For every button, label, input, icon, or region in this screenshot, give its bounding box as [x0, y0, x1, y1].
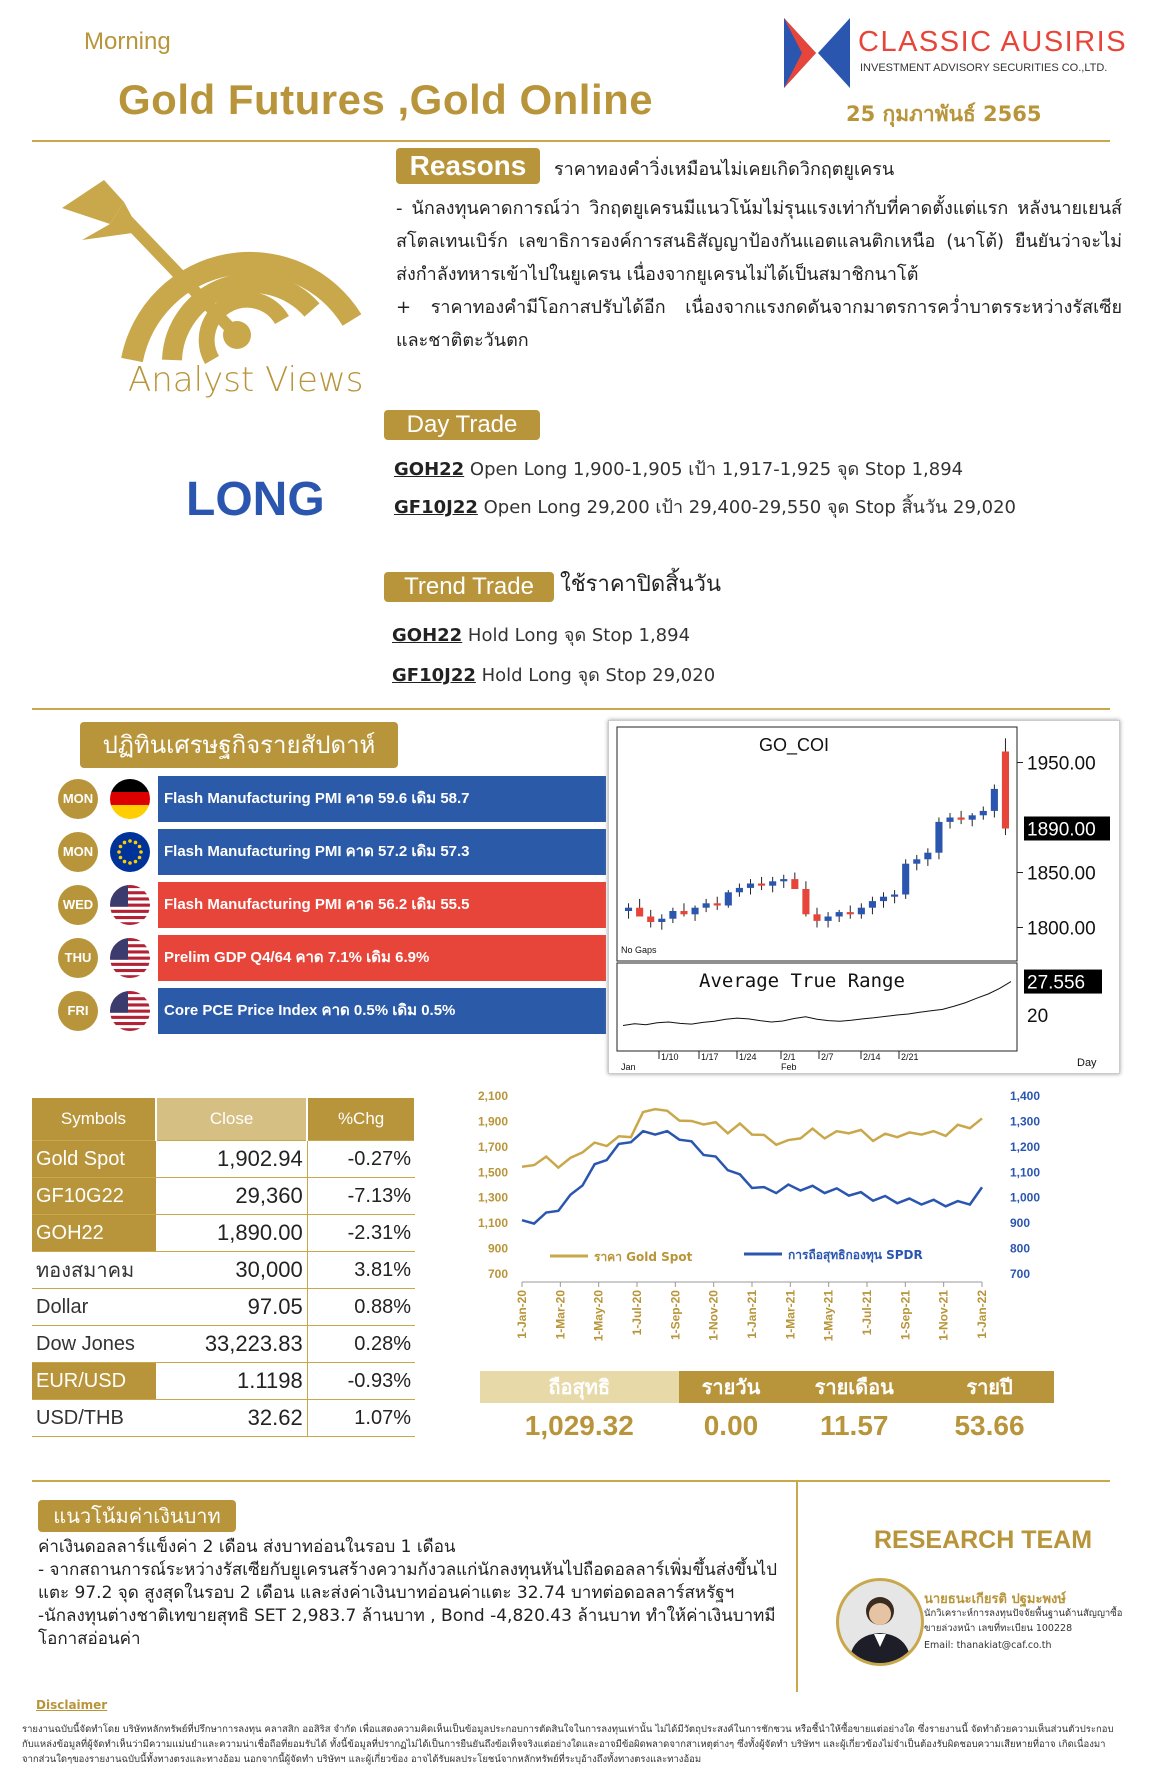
candle-body	[747, 884, 754, 888]
date-tick-label: 1/24	[739, 1052, 757, 1062]
legend-spdr-label: การถือสุทธิกองทุน SPDR	[788, 1248, 923, 1262]
candle-body	[736, 888, 743, 892]
x-tick-label: 1-Mar-20	[553, 1290, 568, 1340]
germany-flag-icon	[110, 779, 150, 819]
x-tick-label: 1-Jan-22	[975, 1290, 989, 1339]
spdr-header-monthly: รายเดือน	[783, 1371, 925, 1403]
date-tick-label: 2/14	[863, 1052, 881, 1062]
spdr-y-tick-label: 900	[1010, 1216, 1031, 1231]
candle-body	[758, 884, 765, 886]
spdr-y-tick-label: 700	[1010, 1267, 1031, 1281]
price-y-tick-label: 1850.00	[1027, 863, 1096, 885]
quotes-row	[32, 1141, 415, 1178]
quote-change: -2.31%	[307, 1215, 415, 1252]
quote-symbol: USD/THB	[32, 1400, 156, 1437]
date-tick-label: 2/1	[783, 1052, 796, 1062]
gold-y-tick-label: 1,900	[477, 1114, 508, 1129]
calendar-day-badge: FRI	[58, 991, 98, 1031]
gold-y-tick-label: 700	[487, 1267, 508, 1281]
session-label: Morning	[84, 28, 171, 55]
x-tick-label: 1-Mar-21	[783, 1290, 798, 1340]
research-divider	[796, 1482, 798, 1692]
calendar-event-row	[58, 935, 606, 981]
candle-body	[958, 818, 965, 820]
person-icon	[839, 1581, 921, 1663]
quote-close: 1,890.00	[156, 1215, 307, 1252]
quotes-row	[32, 1289, 415, 1326]
quote-close: 33,223.83	[156, 1326, 307, 1363]
trend-trade-note: ใช้ราคาปิดสิ้นวัน	[560, 572, 722, 597]
trend-trade-text-2: Hold Long จุด Stop 29,020	[475, 665, 716, 686]
candle-body	[625, 908, 632, 911]
quote-close: 30,000	[156, 1252, 307, 1289]
baht-line-3: -นักลงทุนต่างชาติเทขายสุทธิ SET 2,983.7 ล้านบาท , Bond -4,820.43 ล้านบาท ทำให้ค่าเงินบาทมีโอกาสอ่อนค่า	[38, 1606, 776, 1649]
research-team-title: RESEARCH TEAM	[874, 1526, 1093, 1554]
spdr-y-tick-label: 1,000	[1010, 1190, 1040, 1205]
candle-body	[924, 853, 931, 860]
page-title: Gold Futures ,Gold Online	[118, 76, 654, 123]
analyst-name: นายธนะเกียรติ ปฐมะพงษ์	[924, 1592, 1066, 1607]
candle-body	[880, 897, 887, 901]
gold-y-tick-label: 1,100	[477, 1216, 508, 1231]
date-tick-label: 2/7	[821, 1052, 834, 1062]
baht-line-1: ค่าเงินดอลลาร์แข็งค่า 2 เดือน ส่งบาทอ่อนในรอบ 1 เดือน	[38, 1537, 456, 1557]
trend-trade-line-1	[392, 620, 690, 649]
calendar-day-badge: WED	[58, 885, 98, 925]
quote-symbol: GF10G22	[32, 1178, 156, 1215]
candle-body	[658, 919, 665, 922]
x-tick-label: 1-Nov-21	[936, 1290, 951, 1341]
quotes-table	[32, 1098, 416, 1437]
atr-title: Average True Range	[699, 970, 905, 992]
quote-change: 0.28%	[307, 1326, 415, 1363]
reasons-tag: Reasons	[396, 148, 540, 184]
spdr-y-tick-label: 800	[1010, 1241, 1031, 1256]
candle-body	[980, 811, 987, 815]
quote-symbol: Dow Jones	[32, 1326, 156, 1363]
trend-trade-symbol-2: GF10J22	[392, 665, 476, 686]
candle-body	[1002, 752, 1009, 829]
quote-change: 3.81%	[307, 1252, 415, 1289]
price-y-tick-label: 1950.00	[1027, 753, 1096, 775]
quote-symbol: EUR/USD	[32, 1363, 156, 1400]
calendar-event-text: Flash Manufacturing PMI คาด 57.2 เดิม 57.3	[158, 829, 606, 875]
quote-symbol: ทองสมาคม	[32, 1252, 156, 1289]
candle-body	[935, 822, 942, 853]
candle-body	[991, 789, 998, 811]
candle-body	[714, 903, 721, 905]
reasons-headline: ราคาทองคำวิ่งเหมือนไม่เคยเกิดวิกฤตยูเครน	[554, 159, 895, 180]
spdr-daily-value: 0.00	[703, 1410, 759, 1441]
series-line	[522, 1109, 982, 1167]
day-trade-text-1: Open Long 1,900-1,905 เป้า 1,917-1,925 จุด Stop 1,894	[464, 459, 964, 480]
lower-divider	[32, 1480, 1110, 1482]
baht-outlook-tag: แนวโน้มค่าเงินบาท	[38, 1500, 236, 1532]
quotes-row	[32, 1400, 415, 1437]
quote-close: 29,360	[156, 1178, 307, 1215]
calendar-event-row	[58, 829, 606, 875]
spdr-y-tick-label: 1,400	[1010, 1089, 1040, 1103]
quote-close: 32.62	[156, 1400, 307, 1437]
quotes-row	[32, 1252, 415, 1289]
spdr-header-daily: รายวัน	[679, 1371, 784, 1403]
candle-body	[813, 914, 820, 921]
candle-body	[669, 911, 676, 919]
calendar-day-badge: MON	[58, 832, 98, 872]
x-tick-label: 1-May-20	[591, 1290, 606, 1342]
price-y-tick-label: 1800.00	[1027, 918, 1096, 940]
disclaimer-text: รายงานฉบับนี้จัดทำโดย บริษัทหลักทรัพย์ที่ปรึกษาการลงทุน คลาสสิก ออสิริส จำกัด เพื่อแสดงความคิดเห็นเป็นข้อมูลประกอบการตัดสินใจในการลงทุนเท่านั้น ไม่ได้มีวัตถุประสงค์ในการชักชวน หรือชี้นำให้ซื้อขายแต่อย่างใด ซึ่งรายงานนี้ จัดทำด้วยความเห็นส่วนตัวประกอบกับแหล่งข้อมูลที่ผู้จัดทำเห็นว่ามีความแม่นยำและความน่าเชื่อถือที่ยอมรับได้ ทั้งนี้ข้อมูลที่ปรากฏไม่ได้เป็นการยืนยันถึงข้อเท็จจริงแต่อย่างใดและอาจมีข้อผิดพลาดจากสาเหตุต่างๆ ซึ่งทั้งผู้จัดทำ บริษัทฯ และผู้เกี่ยวข้องไม่จำเป็นต้องรับผิดชอบความเสียหายที่อาจ เกิดเนื่องมาจากส่วนใดๆของรายงานฉบับนี้ทั้งทางตรงและทางอ้อม นอกจากนี้ผู้จัดทำ บริษัทฯ และผู้เกี่ยวข้อง อาจได้รับผลประโยชน์จากหลักทรัพย์ที่ระบุอ้างถึงทั้งทางตรงและทางอ้อม	[22, 1724, 1114, 1765]
gold-spdr-chart	[460, 1086, 1040, 1356]
company-subtitle: INVESTMENT ADVISORY SECURITIES CO.,LTD.	[860, 62, 1108, 74]
middle-divider	[32, 708, 1110, 710]
day-trade-tag: Day Trade	[384, 410, 540, 440]
calendar-day-badge: MON	[58, 779, 98, 819]
analyst-views-label: Analyst Views	[128, 360, 364, 400]
gold-y-tick-label: 1,300	[477, 1190, 508, 1205]
candle-body	[847, 912, 854, 914]
x-tick-label: 1-Sep-21	[898, 1290, 913, 1341]
x-tick-label: 1-Jul-21	[860, 1290, 874, 1336]
trend-trade-text-1: Hold Long จุด Stop 1,894	[462, 625, 691, 646]
calendar-event-row	[58, 776, 606, 822]
quote-change: 0.88%	[307, 1289, 415, 1326]
spdr-yearly-value: 53.66	[954, 1410, 1025, 1441]
candle-body	[825, 917, 832, 921]
header-divider	[32, 140, 1110, 142]
analyst-role: นักวิเคราะห์การลงทุนปัจจัยพื้นฐานด้านสัญญาซื้อขายล่วงหน้า เลขที่ทะเบียน 100228	[924, 1608, 1123, 1634]
x-tick-label: 1-Sep-20	[668, 1290, 683, 1341]
quote-change: -7.13%	[307, 1178, 415, 1215]
quote-close: 97.05	[156, 1289, 307, 1326]
candle-body	[725, 892, 732, 905]
candle-body	[858, 908, 865, 915]
us-flag-icon	[110, 885, 150, 925]
atr-y-tick-label: 20	[1027, 1006, 1049, 1027]
spdr-y-tick-label: 1,200	[1010, 1139, 1040, 1154]
target-dart-icon	[62, 170, 362, 370]
spdr-header-yearly: รายปี	[925, 1371, 1054, 1403]
candle-body	[692, 908, 699, 915]
quote-symbol: Dollar	[32, 1289, 156, 1326]
trend-trade-symbol-1: GOH22	[392, 625, 463, 646]
company-name: CLASSIC AUSIRIS	[858, 26, 1128, 58]
quote-change: 1.07%	[307, 1400, 415, 1437]
quote-change: -0.27%	[307, 1141, 415, 1178]
quote-symbol: Gold Spot	[32, 1141, 156, 1178]
gold-y-tick-label: 900	[487, 1241, 508, 1256]
calendar-event-text: Prelim GDP Q4/64 คาด 7.1% เดิม 6.9%	[158, 935, 606, 981]
quotes-header-symbols: Symbols	[32, 1098, 156, 1141]
price-chart-panel	[608, 720, 1120, 1074]
x-tick-label: 1-Jan-21	[745, 1290, 759, 1339]
candle-body	[703, 903, 710, 907]
candle-body	[636, 908, 643, 917]
company-logo-icon	[782, 16, 852, 90]
calendar-day-badge: THU	[58, 938, 98, 978]
candle-body	[891, 895, 898, 897]
analyst-avatar	[836, 1578, 924, 1666]
spdr-y-tick-label: 1,100	[1010, 1165, 1040, 1180]
candle-body	[869, 901, 876, 908]
day-trade-line-1	[394, 454, 963, 483]
quotes-row	[32, 1215, 415, 1252]
legend-gold-label: ราคา Gold Spot	[594, 1250, 693, 1264]
quotes-row	[32, 1363, 415, 1400]
date-tick-label: 1/10	[661, 1052, 679, 1062]
candlestick-chart	[609, 721, 1119, 1073]
quotes-row	[32, 1326, 415, 1363]
quote-close: 1.1198	[156, 1363, 307, 1400]
gold-y-tick-label: 1,700	[477, 1139, 508, 1154]
report-date: 25 กุมภาพันธ์ 2565	[846, 102, 1042, 126]
month-label: Feb	[781, 1062, 797, 1072]
analyst-email: Email: thanakiat@caf.co.th	[924, 1640, 1052, 1651]
trend-trade-line-2	[392, 660, 715, 689]
no-gaps-label: No Gaps	[621, 945, 657, 955]
eu-flag-icon	[110, 832, 150, 872]
us-flag-icon	[110, 938, 150, 978]
trend-trade-tag: Trend Trade	[384, 572, 554, 602]
calendar-event-row	[58, 988, 606, 1034]
spdr-net-value: 1,029.32	[524, 1410, 634, 1441]
x-tick-label: 1-Nov-20	[706, 1290, 721, 1341]
date-tick-label: 2/21	[901, 1052, 919, 1062]
candle-body	[969, 815, 976, 819]
calendar-title: ปฏิทินเศรษฐกิจรายสัปดาห์	[80, 722, 398, 768]
disclaimer-title: Disclaimer	[36, 1698, 108, 1712]
us-flag-icon	[110, 991, 150, 1031]
candle-body	[780, 879, 787, 881]
candle-body	[680, 911, 687, 914]
quotes-row	[32, 1178, 415, 1215]
day-trade-symbol-2: GF10J22	[394, 497, 478, 518]
day-trade-text-2: Open Long 29,200 เป้า 29,400-29,550 จุด Stop สิ้นวัน 29,020	[477, 497, 1016, 518]
day-trade-symbol-1: GOH22	[394, 459, 465, 480]
candle-body	[946, 818, 953, 822]
candle-body	[791, 879, 798, 889]
baht-line-2: - จากสถานการณ์ระหว่างรัสเซียกับยูเครนสร้างความกังวลแก่นักลงทุนหันไปถือดอลลาร์เพิ่มขึ้นส่งขึ้นไปแตะ 97.2 จุด สูงสุดในรอบ 2 เดือน และส่งค่าเงินบาทอ่อนค่าแตะ 32.74 บาทต่อดอลลาร์สหรัฐฯ	[38, 1560, 778, 1603]
atr-value-label: 27.556	[1027, 972, 1086, 994]
calendar-event-text: Core PCE Price Index คาด 0.5% เดิม 0.5%	[158, 988, 606, 1034]
quote-close: 1,902.94	[156, 1141, 307, 1178]
spdr-header-net: ถือสุทธิ	[480, 1371, 679, 1403]
gold-y-tick-label: 2,100	[477, 1089, 508, 1103]
quotes-header-chg: %Chg	[307, 1098, 415, 1141]
x-tick-label: 1-May-21	[821, 1290, 836, 1342]
x-tick-label: 1-Jan-20	[515, 1290, 529, 1339]
candle-body	[802, 889, 809, 914]
calendar-event-text: Flash Manufacturing PMI คาด 56.2 เดิม 55.5	[158, 882, 606, 928]
quote-symbol: GOH22	[32, 1215, 156, 1252]
spdr-monthly-value: 11.57	[819, 1410, 889, 1441]
date-tick-label: 1/17	[701, 1052, 719, 1062]
spdr-y-tick-label: 1,300	[1010, 1114, 1040, 1129]
month-label: Jan	[621, 1062, 636, 1072]
price-chart-title: GO_COI	[759, 735, 830, 755]
reasons-paragraph-2: + ราคาทองคำมีโอกาสปรับได้อีก เนื่องจากแรงกดดันจากมาตรการคว่ำบาตรระหว่างรัสเซียและชาติตะวันตก	[396, 297, 1122, 351]
x-tick-label: 1-Jul-20	[630, 1290, 644, 1336]
candle-body	[913, 859, 920, 863]
candle-body	[769, 881, 776, 885]
calendar-event-row	[58, 882, 606, 928]
last-price-label: 1890.00	[1027, 819, 1096, 841]
candle-body	[902, 864, 909, 895]
calendar-event-text: Flash Manufacturing PMI คาด 59.6 เดิม 58.7	[158, 776, 606, 822]
candle-body	[836, 912, 843, 916]
analyst-stance: LONG	[186, 473, 325, 526]
quote-change: -0.93%	[307, 1363, 415, 1400]
candle-body	[647, 917, 654, 923]
day-trade-line-2	[394, 492, 1016, 521]
reasons-paragraph-1: - นักลงทุนคาดการณ์ว่า วิกฤตยูเครนมีแนวโน้มไม่รุนแรงเท่ากับที่คาดตั้งแต่แรก หลังนายเยนส์ สโตลเทนเบิร์ก เลขาธิการองค์การสนธิสัญญาป้องกันแอตแลนติกเหนือ (นาโต้) ยืนยันว่าจะไม่ส่งกำลังทหารเข้าไปในยูเครน เนื่องจากยูเครนไม่ได้เป็นสมาชิกนาโต้	[396, 198, 1122, 285]
gold-y-tick-label: 1,500	[477, 1165, 508, 1180]
spdr-summary-table	[480, 1371, 1054, 1449]
quotes-header-close: Close	[156, 1098, 307, 1141]
day-axis-label: Day	[1077, 1057, 1097, 1069]
